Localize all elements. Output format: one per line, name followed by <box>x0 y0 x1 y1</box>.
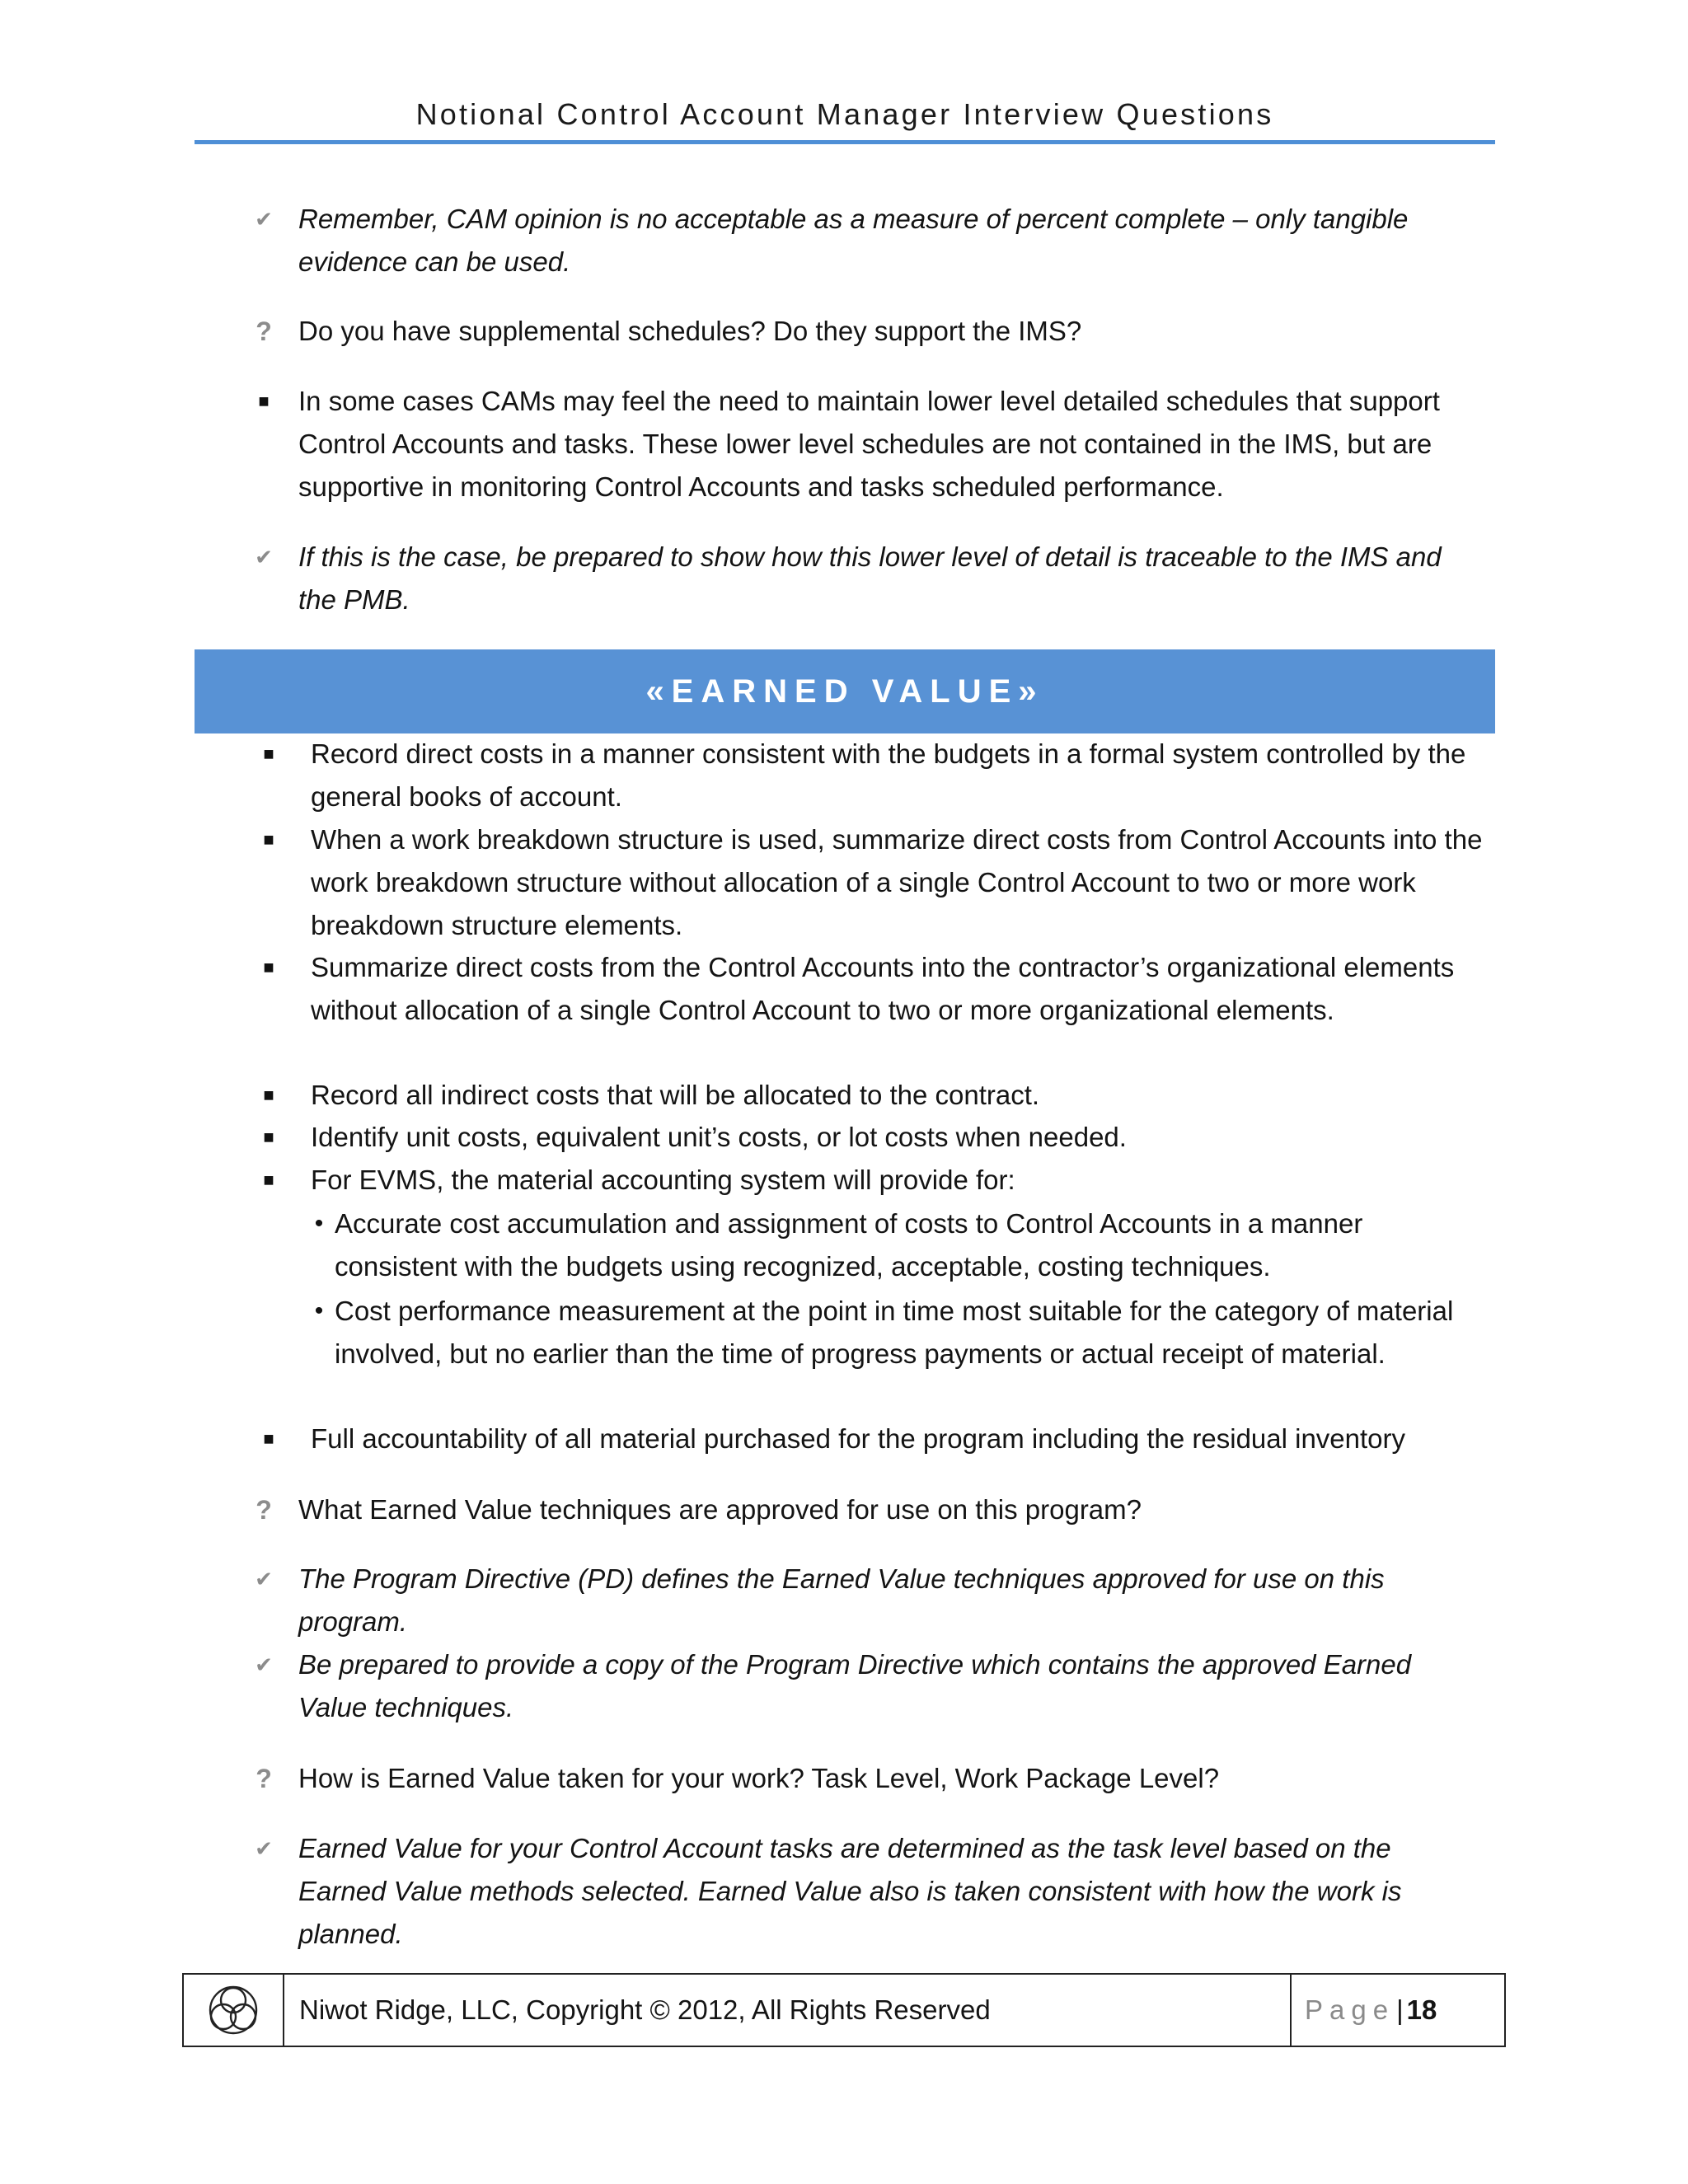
bullet-text: In some cases CAMs may feel the need to maintain lower level detailed schedules that support Control Accounts and tasks. These lower level schedules are not contained in the IMS, but are supportive in monitoring Control Accounts and tasks scheduled performance. <box>298 386 1440 502</box>
square-bullet-icon: ■ <box>263 1127 274 1147</box>
square-bullet-icon: ■ <box>263 743 274 764</box>
check-text: Remember, CAM opinion is no acceptable as a measure of percent complete – only tangible evidence can be used. <box>298 204 1409 277</box>
page-footer <box>182 1973 1506 2047</box>
square-bullet-icon: ■ <box>263 957 274 977</box>
list-item-text: Summarize direct costs from the Control Accounts into the contractor’s organizational elements without allocation of a single Control Account to two or more organizational elements. <box>311 952 1455 1025</box>
footer-copyright: Niwot Ridge, LLC, Copyright © 2012, All Rights Reserved <box>284 1975 1292 2046</box>
question-text: What Earned Value techniques are approved for use on this program? <box>298 1494 1142 1525</box>
square-bullet-icon: ■ <box>258 391 270 411</box>
sub-list-item-text: Cost performance measurement at the point in time most suitable for the category of material involved, but no earlier than the time of progress payments or actual receipt of material. <box>335 1296 1454 1369</box>
header-rule <box>195 140 1495 144</box>
sub-list-item-text: Accurate cost accumulation and assignment of costs to Control Accounts in a manner consistent with the budgets using recognized, acceptable, costing techniques. <box>335 1208 1363 1282</box>
interlocking-rings-logo-icon <box>205 1982 261 2038</box>
question-mark-icon: ? <box>256 1495 272 1525</box>
question-mark-icon: ? <box>256 1764 272 1793</box>
section-banner-earned-value: «EARNED VALUE» <box>195 649 1495 733</box>
page-separator: | <box>1396 1994 1404 2025</box>
page-number: 18 <box>1406 1994 1437 2025</box>
square-bullet-icon: ■ <box>263 1085 274 1105</box>
checkmark-icon: ✔ <box>255 1836 273 1861</box>
page-label: Page <box>1305 1994 1395 2025</box>
question-mark-icon: ? <box>256 316 272 346</box>
check-text: Be prepared to provide a copy of the Program Directive which contains the approved Earned Value techniques. <box>298 1649 1412 1722</box>
list-item-text: Identify unit costs, equivalent unit’s costs, or lot costs when needed. <box>311 1122 1127 1152</box>
page-number-cell <box>1292 1975 1504 2046</box>
checkmark-icon: ✔ <box>255 207 273 232</box>
list-item-text: For EVMS, the material accounting system will provide for: <box>311 1165 1015 1195</box>
dot-bullet-icon: • <box>314 1210 324 1237</box>
list-item-text: Record all indirect costs that will be allocated to the contract. <box>311 1080 1040 1110</box>
checkmark-icon: ✔ <box>255 1652 273 1677</box>
dot-bullet-icon: • <box>314 1297 324 1324</box>
square-bullet-icon: ■ <box>263 829 274 850</box>
square-bullet-icon: ■ <box>263 1169 274 1190</box>
square-bullet-icon: ■ <box>263 1428 274 1449</box>
question-text: Do you have supplemental schedules? Do they support the IMS? <box>298 316 1082 346</box>
list-item-text: When a work breakdown structure is used, summarize direct costs from Control Accounts into the work breakdown structure without allocation of a single Control Account to two or more work breakdown structure elements. <box>311 824 1483 940</box>
check-text: If this is the case, be prepared to show how this lower level of detail is traceable to the IMS and the PMB. <box>298 541 1442 615</box>
list-item-text: Full accountability of all material purchased for the program including the residual inventory <box>311 1423 1406 1454</box>
checkmark-icon: ✔ <box>255 545 273 569</box>
list-item-text: Record direct costs in a manner consistent with the budgets in a formal system controlled by the general books of account. <box>311 738 1466 812</box>
check-text: The Program Directive (PD) defines the Earned Value techniques approved for use on this program. <box>298 1563 1385 1637</box>
question-text: How is Earned Value taken for your work? Task Level, Work Package Level? <box>298 1763 1220 1793</box>
page-header-title: Notional Control Account Manager Interview Questions <box>415 97 1274 131</box>
checkmark-icon: ✔ <box>255 1567 273 1591</box>
check-text: Earned Value for your Control Account tasks are determined as the task level based on the Earned Value methods selected. Earned Value also is taken consistent with how the work is planned. <box>298 1833 1402 1949</box>
company-logo <box>184 1975 284 2046</box>
